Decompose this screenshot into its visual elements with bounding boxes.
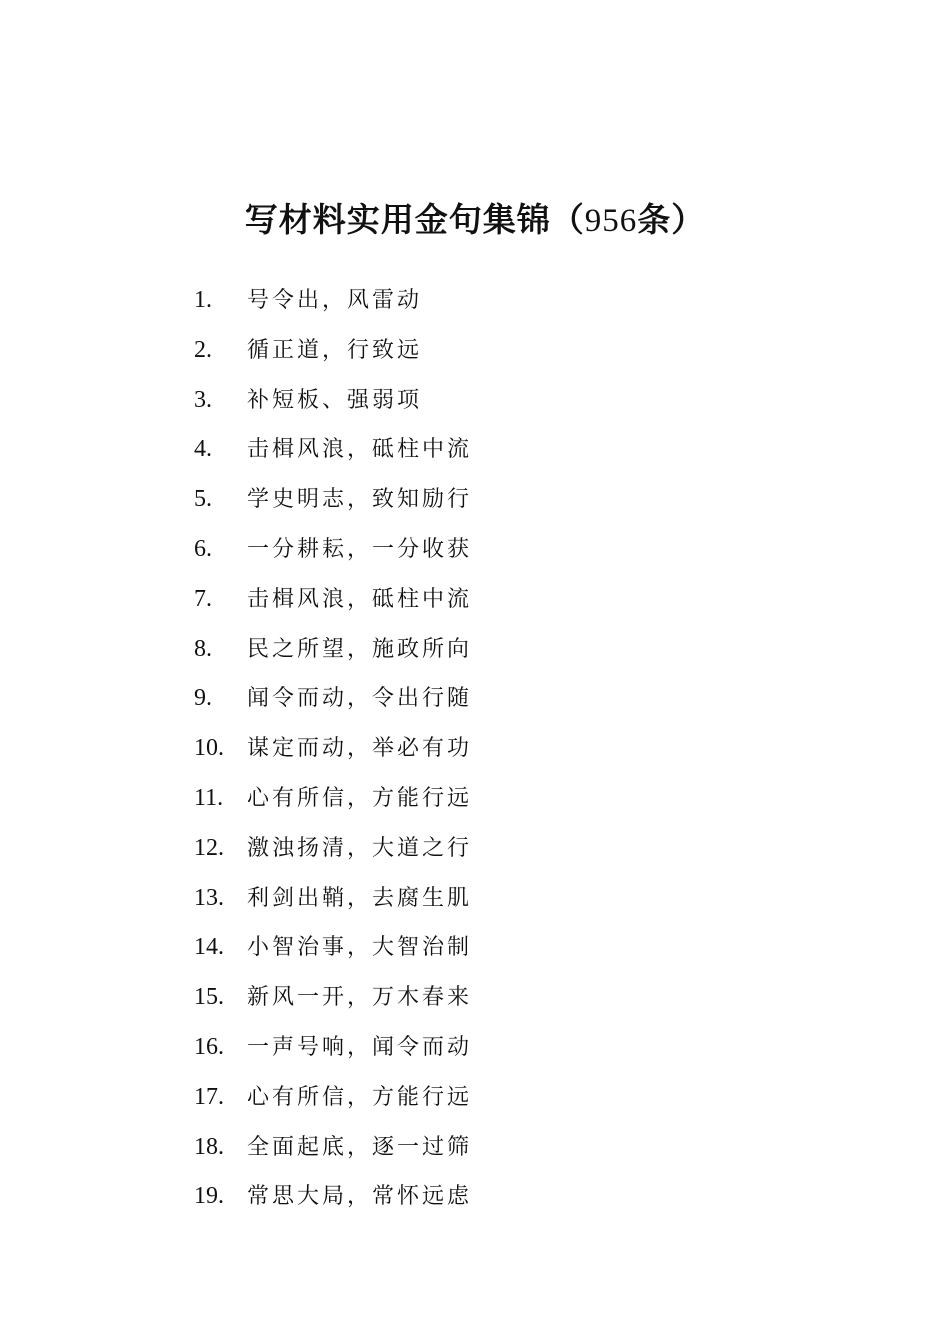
list-item-number: 2. (194, 336, 212, 363)
list-item (194, 276, 754, 326)
list-item-text: 补短板、强弱项 (247, 387, 423, 413)
list-item-text: 全面起底，逐一过筛 (247, 1134, 473, 1160)
list-item-text: 闻令而动，令出行随 (247, 686, 473, 712)
list-item-text: 常思大局，常怀远虑 (247, 1184, 473, 1210)
list-item-number: 10. (194, 735, 224, 762)
list-item-number: 9. (194, 685, 212, 712)
list-item-text: 一声号响，闻令而动 (247, 1034, 473, 1060)
list-item (194, 1172, 754, 1222)
title-end: 条） (637, 200, 706, 240)
list-item (194, 425, 754, 475)
list-item (194, 475, 754, 525)
list-item-number: 1. (194, 287, 212, 313)
list-item-number: 13. (194, 884, 224, 911)
list-item (194, 575, 754, 625)
list-item (194, 376, 754, 426)
list-item (194, 774, 754, 824)
list-item-number: 12. (194, 834, 224, 861)
list-item (194, 973, 754, 1023)
list-item-text: 号令出，风雷动 (247, 288, 423, 313)
list-item-number: 3. (194, 386, 212, 413)
list-item (194, 874, 754, 924)
list-item (194, 1123, 754, 1173)
list-item-text: 击楫风浪，砥柱中流 (247, 586, 473, 612)
list-item (194, 625, 754, 675)
list-item-number: 15. (194, 984, 224, 1011)
list-item-number: 11. (194, 784, 224, 811)
list-item-number: 19. (194, 1183, 224, 1210)
list-item-number: 14. (194, 934, 224, 961)
list-item (194, 1023, 754, 1073)
list-item (194, 525, 754, 575)
list-item-text: 民之所望，施政所向 (247, 636, 473, 662)
list-item (194, 923, 754, 973)
list-item-text: 学史明志，致知励行 (247, 487, 473, 513)
list-item-text: 心有所信，方能行远 (247, 1084, 473, 1110)
list-item (194, 674, 754, 724)
list-item-number: 6. (194, 535, 212, 562)
list-item-number: 7. (194, 585, 212, 612)
title-main: 写材料实用金句集锦（ (244, 200, 585, 240)
list-item (194, 724, 754, 774)
list-item-number: 18. (194, 1133, 224, 1160)
list-item-number: 4. (194, 436, 212, 463)
list-item (194, 1073, 754, 1123)
title-count: 956 (584, 203, 638, 240)
list-item-text: 心有所信，方能行远 (247, 785, 473, 811)
list-item-text: 激浊扬清，大道之行 (247, 835, 473, 861)
list-item-text: 谋定而动，举必有功 (247, 736, 473, 762)
list-item-number: 8. (194, 635, 212, 662)
list-item-text: 新风一开，万木春来 (247, 985, 473, 1011)
list-item-text: 小智治事，大智治制 (247, 935, 473, 961)
list-item-number: 16. (194, 1033, 224, 1060)
list-item-number: 17. (194, 1083, 224, 1110)
list-item-text: 一分耕耘，一分收获 (247, 536, 473, 562)
list-item-number: 5. (194, 486, 212, 513)
list-item (194, 326, 754, 376)
list-item-text: 利剑出鞘，去腐生肌 (247, 885, 473, 911)
list-item-text: 击楫风浪，砥柱中流 (247, 437, 473, 463)
page-title (0, 196, 950, 245)
list-item (194, 824, 754, 874)
phrase-list (194, 276, 754, 1222)
list-item-text: 循正道，行致远 (247, 337, 423, 363)
